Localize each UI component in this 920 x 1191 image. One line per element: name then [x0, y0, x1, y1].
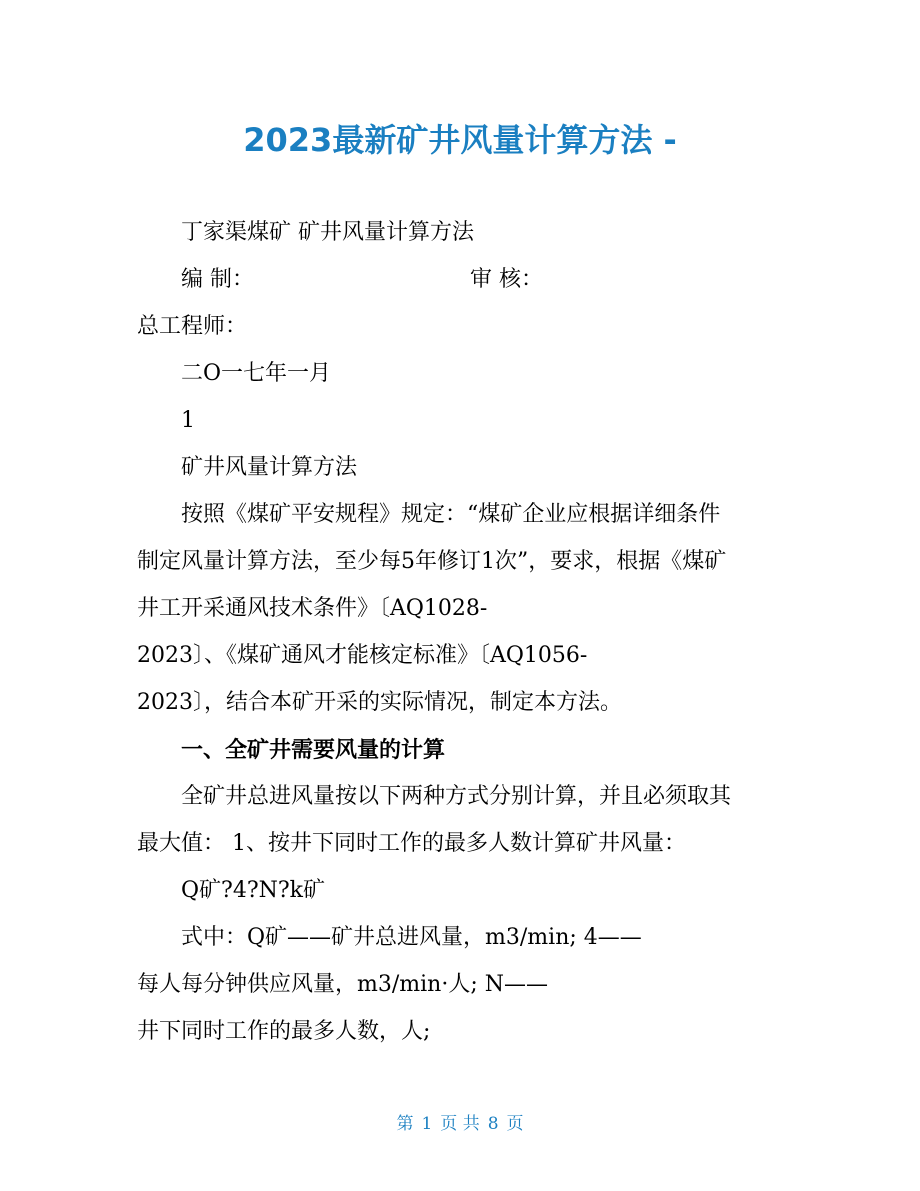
paragraph-line: 按照《煤矿平安规程》规定：“煤矿企业应根据详细条件 [181, 502, 721, 527]
formula: Q矿?4?N?k矿 [181, 878, 325, 903]
paragraph-line: 2023〕，结合本矿开采的实际情况，制定本方法。 [137, 690, 622, 715]
paragraph-line: 制定风量计算方法，至少每5年修订1次”，要求，根据《煤矿 [137, 549, 727, 574]
editor-label: 编 制： [181, 267, 254, 292]
formula-legend-line: 井下同时工作的最多人数，人; [137, 1019, 431, 1044]
formula-legend-line: 每人每分钟供应风量，m3/min·人; N—— [137, 972, 548, 997]
mine-name-line: 丁家渠煤矿 矿井风量计算方法 [181, 220, 474, 245]
paragraph-line: 井工开采通风技术条件》〔AQ1028- [137, 596, 488, 621]
footer-mid: 页 共 [440, 1114, 480, 1134]
footer-prefix: 第 [396, 1114, 414, 1134]
body-heading: 矿井风量计算方法 [181, 455, 358, 480]
footer-total-pages: 8 [487, 1114, 499, 1134]
footer-suffix: 页 [506, 1114, 524, 1134]
cover-date: 二O一七年一月 [181, 361, 332, 386]
footer-current-page: 1 [421, 1114, 433, 1134]
paragraph-line: 2023〕、《煤矿通风才能核定标准》〔AQ1056- [137, 643, 588, 668]
section-heading: 一、全矿井需要风量的计算 [181, 737, 446, 763]
review-label: 审 核： [470, 267, 543, 292]
document-title: 2023最新矿井风量计算方法 - [243, 121, 677, 159]
paragraph-line: 全矿井总进风量按以下两种方式分别计算，并且必须取其 [181, 784, 732, 809]
page-footer [0, 1112, 920, 1136]
formula-legend-line: 式中：Q矿——矿井总进风量，m3/min; 4—— [181, 925, 642, 950]
paragraph-line: 最大值： 1、按井下同时工作的最多人数计算矿井风量： [137, 831, 686, 856]
chief-engineer-label: 总工程师： [137, 314, 248, 339]
cover-page-number: 1 [181, 408, 195, 433]
